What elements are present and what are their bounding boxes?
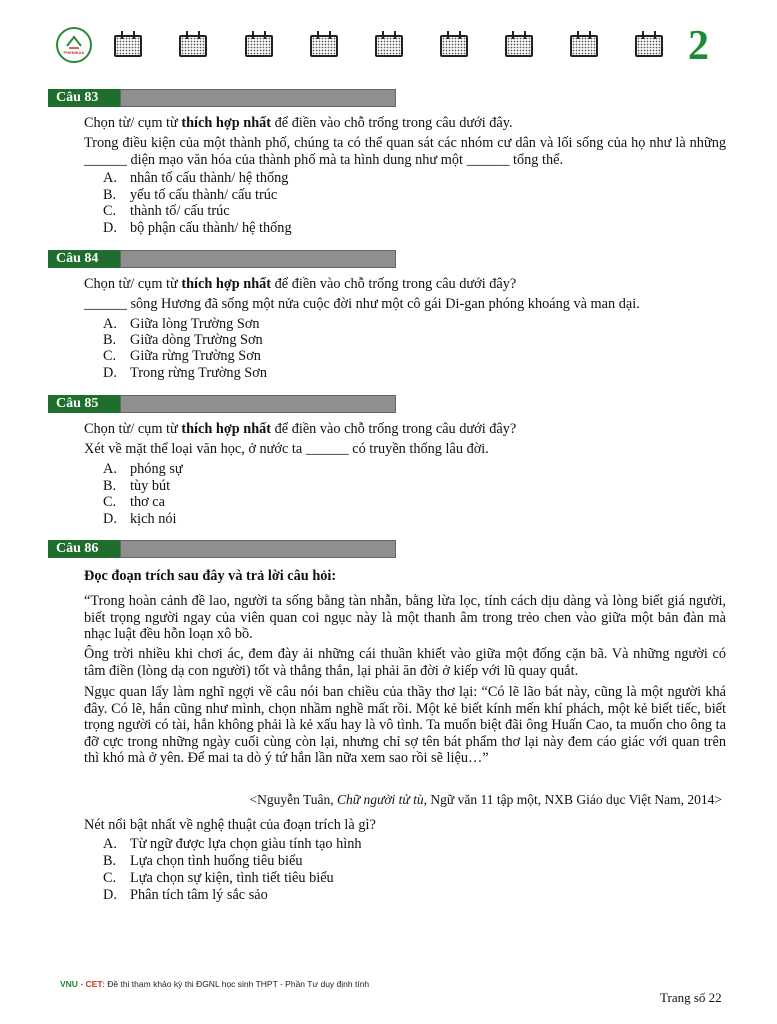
source-text: Ngữ văn 11 tập một, NXB Giáo dục Việt Nam, 2014> xyxy=(427,792,722,807)
option-letter: D. xyxy=(103,365,117,381)
prompt-text: Chọn từ/ cụm từ xyxy=(84,421,182,437)
answer-option-d[interactable] xyxy=(103,220,292,236)
prompt-emphasis: thích hợp nhất xyxy=(181,421,272,437)
option-letter: B. xyxy=(103,853,117,869)
page-header xyxy=(0,0,777,80)
footer-vnu: VNU xyxy=(60,979,78,989)
calendar-page-icon xyxy=(245,35,273,57)
option-letter: C. xyxy=(103,494,117,510)
option-text: Lựa chọn sự kiện, tình tiết tiêu biểu xyxy=(130,870,334,886)
option-letter: A. xyxy=(103,316,117,332)
answer-option-c[interactable] xyxy=(103,203,230,219)
answer-option-d[interactable] xyxy=(103,511,176,527)
calendar-page-icon xyxy=(635,35,663,57)
footer-cet: CET xyxy=(85,979,103,989)
option-text: tùy bút xyxy=(130,478,171,494)
option-letter: C. xyxy=(103,870,117,886)
prompt-text: Chọn từ/ cụm từ xyxy=(84,276,182,292)
option-letter: B. xyxy=(103,332,117,348)
answer-option-c[interactable] xyxy=(103,870,334,886)
prompt-emphasis: thích hợp nhất xyxy=(181,115,272,131)
calendar-page-icon xyxy=(114,35,142,57)
option-text: Giữa lòng Trường Sơn xyxy=(130,316,260,332)
question-label: Câu 84 xyxy=(48,250,120,268)
question-label: Câu 85 xyxy=(48,395,120,413)
question-header-86 xyxy=(48,540,396,558)
question-body: Xét về mặt thể loại văn học, ở nước ta ______ có truyền thống lâu đời. xyxy=(84,441,489,457)
option-text: yếu tố cấu thành/ cấu trúc xyxy=(130,187,278,203)
question-header-bar xyxy=(120,395,396,413)
question-label: Câu 83 xyxy=(48,89,120,107)
calendar-page-icon xyxy=(310,35,338,57)
passage-source xyxy=(249,792,722,808)
option-letter: D. xyxy=(103,511,117,527)
answer-option-a[interactable] xyxy=(103,461,183,477)
option-text: Lựa chọn tình huống tiêu biểu xyxy=(130,853,303,869)
prompt-text: để điền vào chỗ trống trong câu dưới đây? xyxy=(271,276,517,292)
option-letter: C. xyxy=(103,203,117,219)
question-prompt xyxy=(84,421,726,438)
question-header-bar xyxy=(120,540,396,558)
footer-text: : Đề thi tham khảo kỳ thi ĐGNL học sinh THPT - Phần Tư duy định tính xyxy=(102,979,370,989)
option-text: kịch nói xyxy=(130,511,177,527)
prompt-emphasis: thích hợp nhất xyxy=(181,276,272,292)
page-number: Trang số 22 xyxy=(660,990,722,1005)
logo-text: PHENIKAA xyxy=(63,50,85,55)
answer-option-a[interactable] xyxy=(103,836,362,852)
option-letter: B. xyxy=(103,187,117,203)
prompt-text: Chọn từ/ cụm từ xyxy=(84,115,182,131)
question-body: Trong điều kiện của một thành phố, chúng ta có thể quan sát các nhóm cư dân và lối sống của họ như là những ______ diện mạo văn hóa của thành phố mà ta hình dung như một ______ tổng thể. xyxy=(84,135,726,168)
footer-separator: - xyxy=(77,979,86,989)
option-text: thành tố/ cấu trúc xyxy=(130,203,230,219)
passage-paragraph-3: Ngục quan lấy làm nghĩ ngợi về câu nói ban chiều của thầy thơ lại: “Có lẽ lão bát này, cũng là một người khá đây. Có lẽ, hắn cũng như mình, chọn nhầm nghề mất rồi. Một kẻ biết kính mến khí phách, một kẻ biết tiếc, biết trọng người có tài, hẳn không phải là kẻ xấu hay là vô tình. Ta muốn biệt đãi ông Huấn Cao, ta muốn cho ông ta đỡ cực trong những ngày cuối cùng còn lại, nhưng chỉ sợ tên bát phẩm thơ lại này đem cáo giác với quan trên thì khó mà ở yên. Để mai ta dò ý tứ hắn lần nữa xem sao rồi sẽ liệu…” xyxy=(84,684,726,766)
calendar-page-icon xyxy=(375,35,403,57)
answer-option-b[interactable] xyxy=(103,332,263,348)
option-letter: A. xyxy=(103,170,117,186)
answer-option-b[interactable] xyxy=(103,853,303,869)
answer-option-d[interactable] xyxy=(103,887,268,903)
option-letter: D. xyxy=(103,887,117,903)
question-header-84 xyxy=(48,250,396,268)
option-text: thơ ca xyxy=(130,494,165,510)
answer-option-a[interactable] xyxy=(103,316,260,332)
question-body: ______ sông Hương đã sống một nửa cuộc đời như một cô gái Di-gan phóng khoáng và man dại. xyxy=(84,296,640,312)
option-text: Giữa rừng Trường Sơn xyxy=(130,348,261,364)
question-prompt xyxy=(84,115,726,132)
option-letter: D. xyxy=(103,220,117,236)
option-text: Giữa dòng Trường Sơn xyxy=(130,332,263,348)
calendar-page-icon xyxy=(505,35,533,57)
reading-instruction: Đọc đoạn trích sau đây và trả lời câu hỏi: xyxy=(84,568,337,584)
option-letter: A. xyxy=(103,461,117,477)
university-logo xyxy=(56,27,92,63)
option-letter: A. xyxy=(103,836,117,852)
passage-paragraph-2: Ông trời nhiều khi chơi ác, đem đày ải những cái thuần khiết vào giữa một đống cặn bã. Và những người có tâm điền (lòng dạ con người) tốt và thẳng thắn, lại phải ăn đời ở kiếp với lũ quay quắt. xyxy=(84,646,726,679)
option-letter: C. xyxy=(103,348,117,364)
passage-paragraph-1: “Trong hoàn cảnh đề lao, người ta sống bằng tàn nhẫn, bằng lừa lọc, tính cách dịu dàng và lòng biết giá người, biết trọng người ngay của viên quan coi ngục này là một thanh âm trong trẻo chen vào giữa một bản đàn mà nhạc luật đều hỗn loạn xô bồ. xyxy=(84,593,726,642)
source-title: Chữ người tử tù, xyxy=(336,792,428,807)
calendar-page-icon xyxy=(440,35,468,57)
question-label: Câu 86 xyxy=(48,540,120,558)
source-text: <Nguyễn Tuân, xyxy=(249,792,337,807)
answer-option-a[interactable] xyxy=(103,170,288,186)
option-text: phóng sự xyxy=(130,461,183,477)
option-text: nhân tố cấu thành/ hệ thống xyxy=(130,170,289,186)
answer-option-b[interactable] xyxy=(103,478,170,494)
question-body: Nét nổi bật nhất về nghệ thuật của đoạn trích là gì? xyxy=(84,817,376,833)
answer-option-c[interactable] xyxy=(103,494,165,510)
option-text: Trong rừng Trường Sơn xyxy=(130,365,267,381)
calendar-page-icon xyxy=(179,35,207,57)
option-text: bộ phận cấu thành/ hệ thống xyxy=(130,220,292,236)
section-number: 2 xyxy=(688,23,709,69)
logo-emblem-icon xyxy=(58,29,90,61)
question-header-85 xyxy=(48,395,396,413)
calendar-page-icon xyxy=(570,35,598,57)
option-text: Từ ngữ được lựa chọn giàu tính tạo hình xyxy=(130,836,362,852)
question-header-bar xyxy=(120,89,396,107)
question-prompt xyxy=(84,276,726,293)
answer-option-d[interactable] xyxy=(103,365,267,381)
page-footer xyxy=(60,979,369,989)
option-text: Phân tích tâm lý sắc sảo xyxy=(130,887,268,903)
prompt-text: để điền vào chỗ trống trong câu dưới đây. xyxy=(271,115,513,131)
answer-option-c[interactable] xyxy=(103,348,261,364)
option-letter: B. xyxy=(103,478,117,494)
question-header-bar xyxy=(120,250,396,268)
prompt-text: để điền vào chỗ trống trong câu dưới đây? xyxy=(271,421,517,437)
answer-option-b[interactable] xyxy=(103,187,277,203)
question-header-83 xyxy=(48,89,396,107)
